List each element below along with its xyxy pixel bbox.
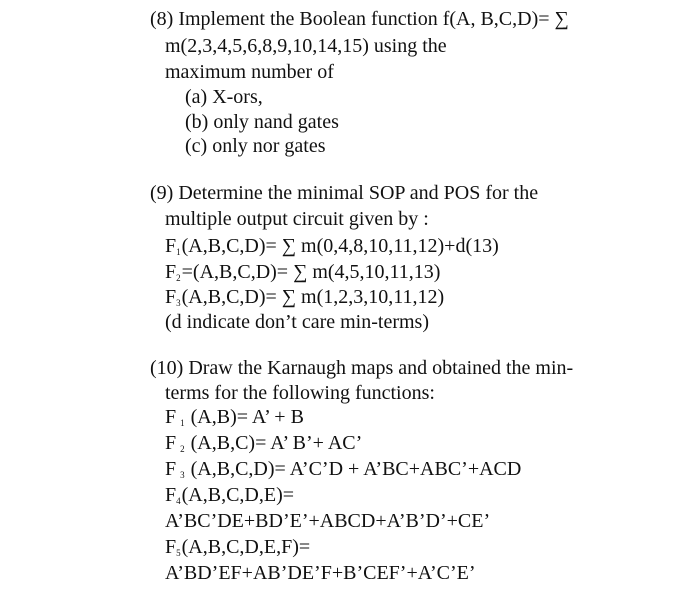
function-subscript: 2 xyxy=(180,444,185,454)
function-expression: (A,B)= A’ + B xyxy=(190,406,304,428)
q8-option-c: (c) only nor gates xyxy=(185,135,326,157)
function-expression: (A,B,C,D)= A’C’D + A’BC+ABC’+ACD xyxy=(190,458,522,480)
function-name: F xyxy=(165,261,177,283)
q8-line-1: (8) Implement the Boolean function f(A, B,C,D)= ∑ xyxy=(150,8,569,30)
function-subscript: 5 xyxy=(176,548,181,558)
function-name: F xyxy=(165,406,177,428)
q10-function-4-continuation: A’BC’DE+BD’E’+ABCD+A’B’D’+CE’ xyxy=(165,510,491,532)
function-expression: (A,B,C,D)= ∑ m(0,4,8,10,11,12)+d(13) xyxy=(181,235,499,257)
q8-line-2: m(2,3,4,5,6,8,9,10,14,15) using the xyxy=(165,35,447,57)
function-name: F xyxy=(165,536,177,558)
function-subscript: 1 xyxy=(180,418,185,428)
function-expression: (A,B,C,D)= ∑ m(1,2,3,10,11,12) xyxy=(181,286,445,308)
q10-line-1: (10) Draw the Karnaugh maps and obtained the min- xyxy=(150,357,574,379)
q8-option-b: (b) only nand gates xyxy=(185,111,339,133)
q8-option-a: (a) X-ors, xyxy=(185,86,263,108)
q8-line-3: maximum number of xyxy=(165,61,334,83)
function-name: F xyxy=(165,286,177,308)
function-subscript: 4 xyxy=(176,496,181,506)
function-expression: =(A,B,C,D)= ∑ m(4,5,10,11,13) xyxy=(181,261,441,283)
function-name: F xyxy=(165,432,177,454)
function-subscript: 3 xyxy=(176,298,181,308)
function-name: F xyxy=(165,458,177,480)
q9-note: (d indicate don’t care min-terms) xyxy=(165,311,429,333)
function-expression: (A,B,C,D,E)= xyxy=(181,484,295,506)
q10-function-5-continuation: A’BD’EF+AB’DE’F+B’CEF’+A’C’E’ xyxy=(165,562,476,584)
function-subscript: 1 xyxy=(176,247,181,257)
function-expression: (A,B,C)= A’ B’+ AC’ xyxy=(190,432,363,454)
function-subscript: 3 xyxy=(180,470,185,480)
q9-line-1: (9) Determine the minimal SOP and POS for the xyxy=(150,182,539,204)
q9-line-2: multiple output circuit given by : xyxy=(165,208,429,230)
q10-line-2: terms for the following functions: xyxy=(165,382,435,404)
function-expression: (A,B,C,D,E,F)= xyxy=(181,536,311,558)
function-subscript: 2 xyxy=(176,273,181,283)
function-name: F xyxy=(165,484,177,506)
function-name: F xyxy=(165,235,177,257)
